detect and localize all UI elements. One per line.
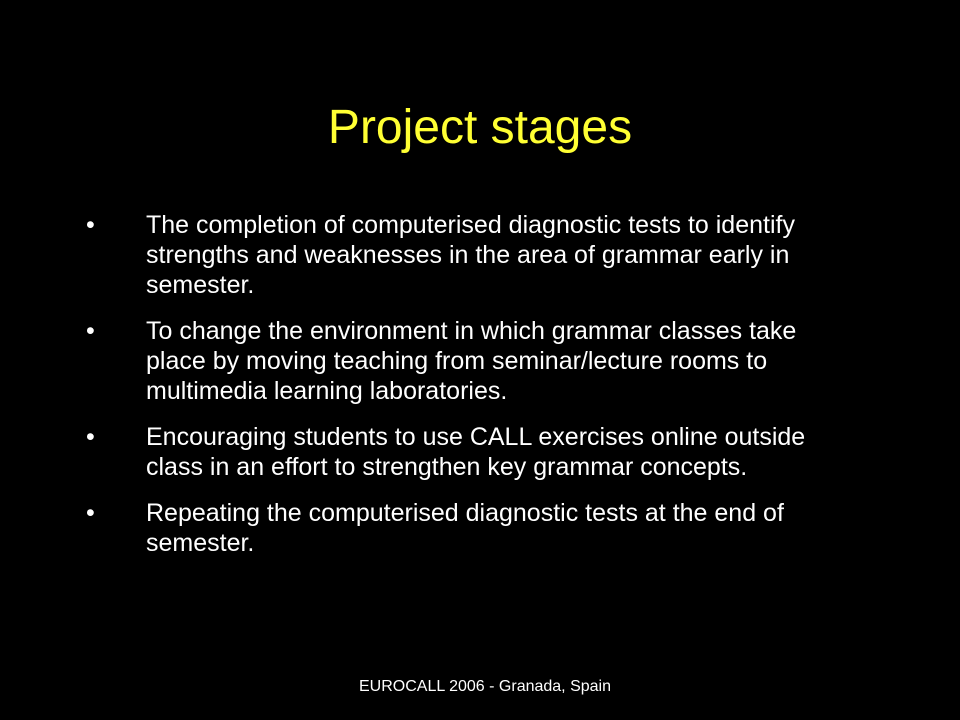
slide-title: Project stages [327,101,633,154]
bullet-text: Encouraging students to use CALL exercises online outside class in an effort to strengthen key grammar concepts. [146,423,806,481]
slide-footer: EUROCALL 2006 - Granada, Spain [359,678,611,695]
bullet-list [0,210,960,574]
bullet-marker: • [86,423,95,451]
bullet-text: The completion of computerised diagnostic tests to identify strengths and weaknesses in the area of grammar early in semester. [146,211,795,299]
bullet-text: Repeating the computerised diagnostic tests at the end of semester. [146,499,784,557]
bullet-item [0,210,960,300]
bullet-marker: • [86,499,95,527]
bullet-marker: • [86,317,95,345]
bullet-item [0,498,960,558]
bullet-item [0,422,960,482]
bullet-item [0,316,960,406]
bullet-text: To change the environment in which grammar classes take place by moving teaching from seminar/lecture rooms to multimedia learning laboratories. [146,317,797,405]
bullet-marker: • [86,211,95,239]
